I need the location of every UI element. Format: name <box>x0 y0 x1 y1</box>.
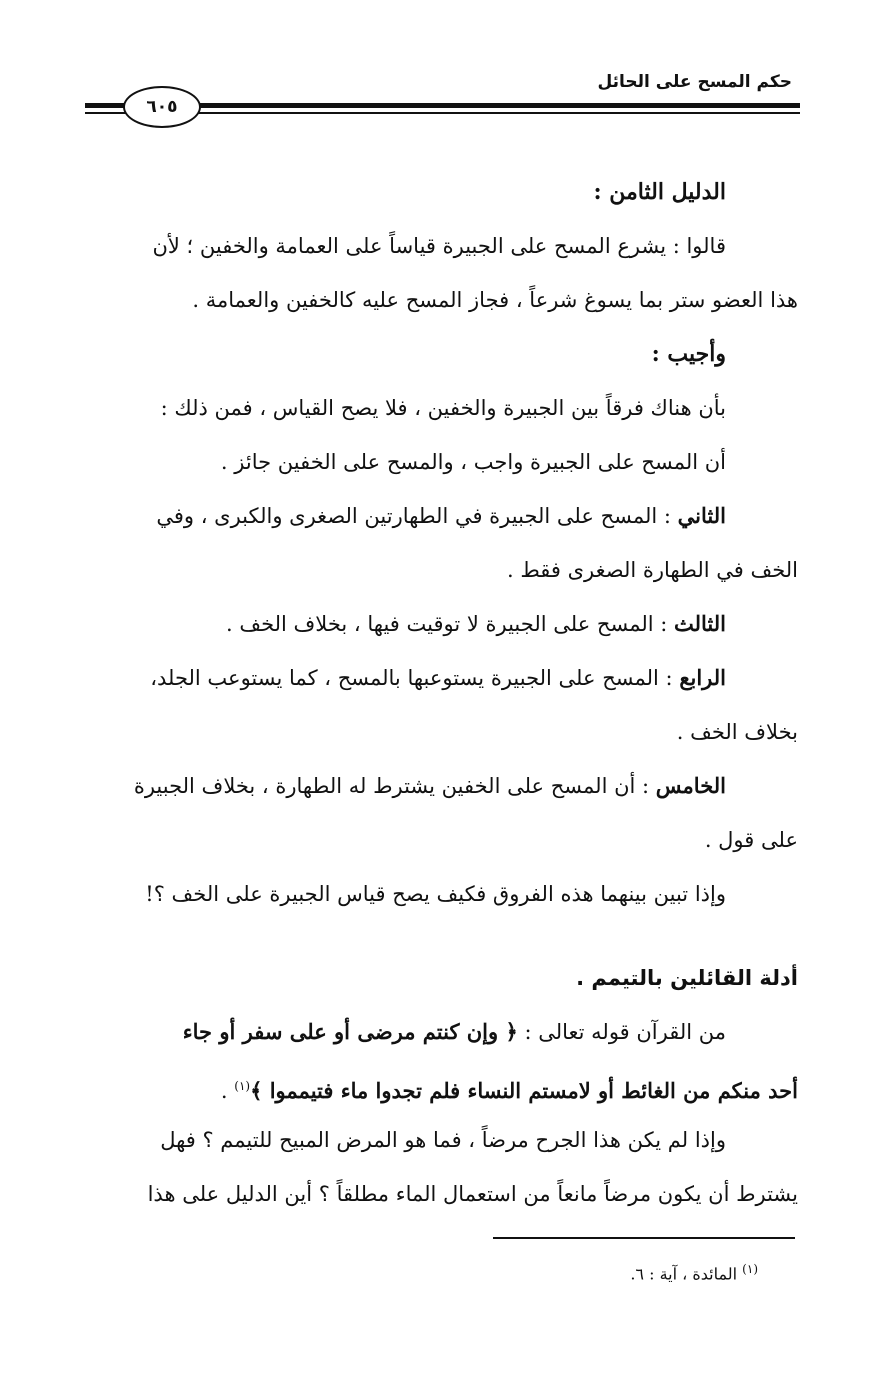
difference-label: الخامس <box>655 773 726 798</box>
paragraph-line: يشترط أن يكون مرضاً مانعاً من استعمال الماء مطلقاً ؟ أين الدليل على هذا <box>147 1182 798 1206</box>
difference-text: : المسح على الجبيرة لا توقيت فيها ، بخلاف الخف . <box>225 612 668 636</box>
footnote-marker: (١) <box>742 1262 758 1276</box>
difference-text: : المسح على الجبيرة يستوعبها بالمسح ، كما يستوعب الجلد، <box>150 666 673 690</box>
difference-text: : أن المسح على الخفين يشترط له الطهارة ، بخلاف الجبيرة <box>133 774 650 798</box>
difference-fourth <box>78 651 798 705</box>
difference-fifth <box>78 759 798 813</box>
paragraph-line: قالوا : يشرع المسح على الجبيرة قياساً على العمامة والخفين ؛ لأن <box>152 234 726 258</box>
evidence-eight-heading: الدليل الثامن : <box>593 179 726 205</box>
page-number-oval <box>123 86 201 128</box>
answer-heading: وأجيب : <box>651 341 726 367</box>
footnote-separator <box>493 1237 795 1239</box>
paragraph-line: هذا العضو ستر بما يسوغ شرعاً ، فجاز المسح عليه كالخفين والعمامة . <box>192 288 798 312</box>
footnote-reference[interactable]: (١) <box>234 1079 251 1093</box>
page-number: ٦٠٥ <box>146 97 178 117</box>
quran-line <box>78 1059 798 1113</box>
difference-second <box>78 489 798 543</box>
paragraph-line: الخف في الطهارة الصغرى فقط . <box>507 558 798 582</box>
difference-label: الرابع <box>679 665 726 690</box>
sentence-end: . <box>220 1079 228 1103</box>
quran-verse: ﴿ وإن كنتم مرضى أو على سفر أو جاء <box>182 1019 518 1044</box>
difference-label: الثاني <box>677 503 726 528</box>
paragraph-line: أن المسح على الجبيرة واجب ، والمسح على الخفين جائز . <box>220 450 726 474</box>
difference-third <box>78 597 798 651</box>
paragraph-line: على قول . <box>704 828 798 852</box>
conclusion-line: وإذا تبين بينهما هذه الفروق فكيف يصح قياس الجبيرة على الخف ؟! <box>145 882 726 906</box>
running-title: حكم المسح على الحائل <box>597 72 792 92</box>
quran-line <box>78 1005 798 1059</box>
paragraph-line: بخلاف الخف . <box>676 720 798 744</box>
footnote <box>630 1262 758 1283</box>
tayammum-section-heading: أدلة القائلين بالتيمم . <box>576 966 798 990</box>
body-text <box>78 165 798 1221</box>
quran-intro: من القرآن قوله تعالى : <box>524 1020 726 1044</box>
quran-verse: أحد منكم من الغائط أو لامستم النساء فلم تجدوا ماء فتيمموا ﴾ <box>250 1078 798 1103</box>
paragraph-line: وإذا لم يكن هذا الجرح مرضاً ، فما هو المرض المبيح للتيمم ؟ فهل <box>160 1128 726 1152</box>
footnote-text: المائدة ، آية : ٦. <box>630 1264 738 1284</box>
difference-label: الثالث <box>674 611 726 636</box>
page-header <box>85 68 800 128</box>
difference-text: : المسح على الجبيرة في الطهارتين الصغرى والكبرى ، وفي <box>156 504 671 528</box>
paragraph-line: بأن هناك فرقاً بين الجبيرة والخفين ، فلا يصح القياس ، فمن ذلك : <box>160 396 726 420</box>
section-gap <box>78 921 798 951</box>
